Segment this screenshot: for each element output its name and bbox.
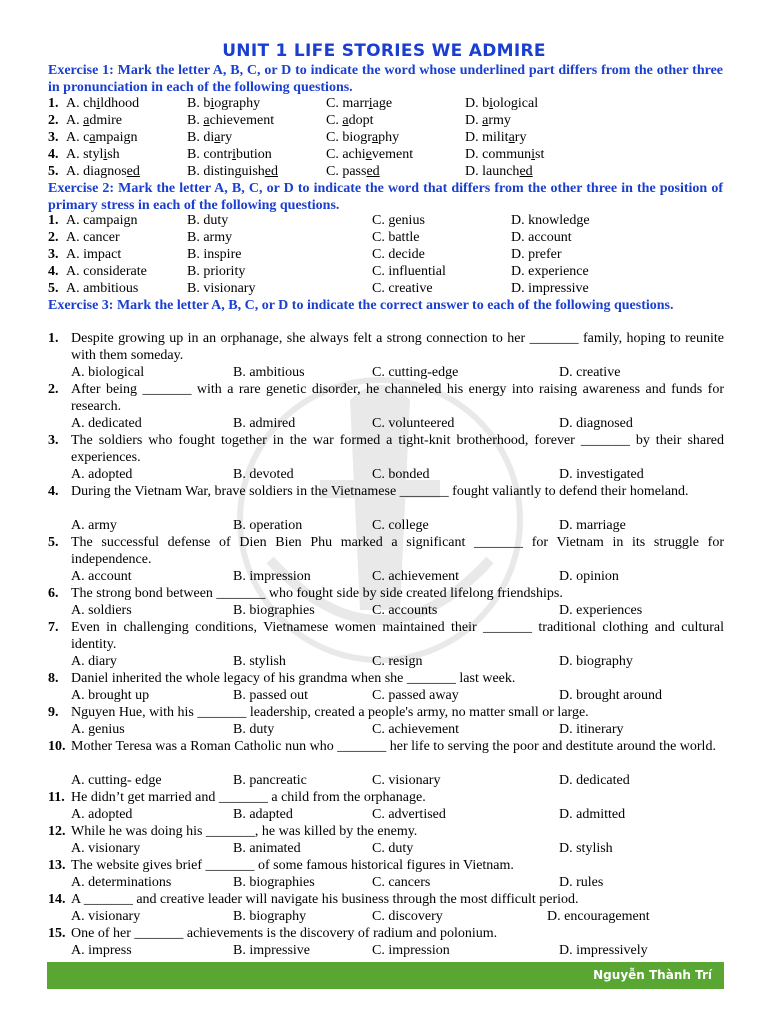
option-b: B. priority: [187, 264, 246, 279]
answer-option: C. impression: [372, 943, 450, 958]
answer-options: [71, 415, 721, 432]
option-c: C. influential: [372, 264, 446, 279]
underlined-part: ed: [519, 164, 533, 179]
option-a: A. impact: [66, 247, 122, 262]
underlined-part: i: [489, 96, 494, 111]
question-text: During the Vietnam War, brave soldiers in the Vietnamese _______ fought valiantly to defend their homeland.: [71, 484, 689, 499]
answer-options: [71, 602, 721, 619]
answer-option: A. impress: [71, 943, 132, 958]
option-a: A. admire: [66, 113, 122, 128]
answer-option: A. diary: [71, 654, 117, 669]
answer-option: A. account: [71, 569, 132, 584]
question-text: The strong bond between _______ who fought side by side created lifelong friendships.: [71, 586, 563, 601]
answer-option: B. ambitious: [233, 365, 305, 380]
question-text: The website gives brief _______ of some famous historical figures in Vietnam.: [71, 858, 514, 873]
question-number: 1.: [48, 96, 59, 111]
answer-option: A. adopted: [71, 467, 133, 482]
option-b: B. diary: [187, 130, 233, 145]
question-number: 3.: [48, 433, 59, 448]
question-number: 12.: [48, 824, 66, 839]
answer-option: D. biography: [559, 654, 633, 669]
underlined-part: a: [342, 113, 349, 128]
option-d: D. launched: [465, 164, 533, 179]
answer-option: A. soldiers: [71, 603, 132, 618]
underlined-part: a: [508, 130, 515, 145]
answer-options: [71, 908, 721, 925]
option-d: D. account: [511, 230, 572, 245]
answer-option: D. rules: [559, 875, 604, 890]
underlined-part: ed: [264, 164, 279, 179]
answer-option: C. discovery: [372, 909, 443, 924]
option-a: A. stylish: [66, 147, 120, 162]
option-a: A. childhood: [66, 96, 140, 111]
answer-option: B. admired: [233, 416, 296, 431]
question-number: 2.: [48, 113, 59, 128]
underlined-part: a: [482, 113, 489, 128]
answer-option: D. opinion: [559, 569, 619, 584]
answer-options: [71, 364, 721, 381]
underlined-part: i: [103, 147, 108, 162]
answer-option: C. cutting-edge: [372, 365, 459, 380]
answer-option: D. itinerary: [559, 722, 624, 737]
underlined-part: a: [89, 130, 96, 145]
question-text: The soldiers who fought together in the war formed a tight-knit brotherhood, forever _______ by their shared experiences.: [71, 433, 724, 465]
answer-option: B. duty: [233, 722, 275, 737]
answer-options: [71, 942, 721, 959]
option-a: A. considerate: [66, 264, 147, 279]
option-b: B. biography: [187, 96, 261, 111]
question-text: One of her _______ achievements is the discovery of radium and polonium.: [71, 926, 498, 941]
answer-option: B. devoted: [233, 467, 294, 482]
question-row: [48, 263, 728, 280]
answer-option: B. passed out: [233, 688, 309, 703]
answer-option: D. dedicated: [559, 773, 630, 788]
underlined-part: i: [232, 147, 236, 162]
answer-option: C. achievement: [372, 722, 460, 737]
question-number: 8.: [48, 671, 59, 686]
question-row: [48, 246, 728, 263]
exercise-3-heading: Exercise 3: Mark the letter A, B, C, or D to indicate the correct answer to each of the following questions.: [48, 298, 674, 313]
page-title: UNIT 1 LIFE STORIES WE ADMIRE: [222, 41, 546, 61]
answer-option: B. stylish: [233, 654, 286, 669]
option-b: B. contribution: [187, 147, 272, 162]
question-number: 7.: [48, 620, 59, 635]
answer-option: B. pancreatic: [233, 773, 307, 788]
answer-option: C. resign: [372, 654, 423, 669]
option-d: D. biological: [465, 96, 539, 111]
option-d: D. prefer: [511, 247, 562, 262]
option-c: C. battle: [372, 230, 420, 245]
answer-option: B. impressive: [233, 943, 310, 958]
question-number: 5.: [48, 164, 59, 179]
option-c: C. passed: [326, 164, 380, 179]
question-number: 4.: [48, 147, 59, 162]
answer-option: B. adapted: [233, 807, 293, 822]
question-row: [48, 163, 728, 180]
answer-option: D. creative: [559, 365, 621, 380]
answer-options: [71, 687, 721, 704]
answer-option: C. advertised: [372, 807, 446, 822]
answer-options: [71, 653, 721, 670]
answer-option: A. cutting- edge: [71, 773, 162, 788]
underlined-part: a: [371, 130, 379, 145]
question-number: 15.: [48, 926, 66, 941]
question-row: [48, 112, 728, 129]
option-b: B. visionary: [187, 281, 256, 296]
answer-options: [71, 721, 721, 738]
underlined-part: a: [83, 113, 90, 128]
question-number: 2.: [48, 230, 59, 245]
answer-option: C. visionary: [372, 773, 441, 788]
answer-option: B. biographies: [233, 603, 315, 618]
question-number: 1.: [48, 331, 59, 346]
option-c: C. creative: [372, 281, 433, 296]
answer-options: [71, 466, 721, 483]
option-b: B. distinguished: [187, 164, 279, 179]
option-b: B. army: [187, 230, 233, 245]
answer-option: C. volunteered: [372, 416, 455, 431]
option-a: A. cancer: [66, 230, 120, 245]
answer-option: D. stylish: [559, 841, 613, 856]
answer-option: D. diagnosed: [559, 416, 633, 431]
answer-option: C. passed away: [372, 688, 459, 703]
answer-option: A. dedicated: [71, 416, 142, 431]
option-d: D. impressive: [511, 281, 589, 296]
question-number: 5.: [48, 281, 59, 296]
question-row: [48, 146, 728, 163]
option-d: D. army: [465, 113, 511, 128]
question-text: The successful defense of Dien Bien Phu marked a significant _______ for Vietnam in its struggle for independence.: [71, 535, 724, 567]
option-d: D. military: [465, 130, 527, 145]
underlined-part: i: [368, 96, 373, 111]
answer-option: B. biographies: [233, 875, 315, 890]
answer-option: D. experiences: [559, 603, 643, 618]
option-d: D. knowledge: [511, 213, 590, 228]
option-a: A. campaign: [66, 130, 138, 145]
underlined-part: i: [531, 147, 535, 162]
answer-option: A. determinations: [71, 875, 172, 890]
answer-option: C. cancers: [372, 875, 431, 890]
option-a: A. ambitious: [66, 281, 139, 296]
footer-bar: [47, 962, 724, 989]
option-c: C. genius: [372, 213, 425, 228]
question-number: 3.: [48, 130, 59, 145]
answer-option: B. impression: [233, 569, 311, 584]
question-text: A _______ and creative leader will navigate his business through the most difficult period.: [71, 892, 579, 907]
question-number: 5.: [48, 535, 59, 550]
answer-option: C. bonded: [372, 467, 430, 482]
underlined-part: ed: [126, 164, 140, 179]
answer-option: A. army: [71, 518, 117, 533]
answer-option: D. impressively: [559, 943, 648, 958]
question-text: Nguyen Hue, with his _______ leadership, created a people's army, no matter small or large.: [71, 705, 589, 720]
question-row: [48, 212, 728, 229]
option-d: D. experience: [511, 264, 589, 279]
answer-option: D. encouragement: [547, 909, 650, 924]
underlined-part: a: [214, 130, 221, 145]
answer-option: A. genius: [71, 722, 125, 737]
question-number: 1.: [48, 213, 59, 228]
exercise-2-heading: Exercise 2: Mark the letter A, B, C, or D to indicate the word that differs from the other three in the position of primary stress in each of the following questions.: [48, 181, 723, 213]
answer-option: A. adopted: [71, 807, 133, 822]
underlined-part: i: [96, 96, 101, 111]
question-number: 4.: [48, 264, 59, 279]
answer-option: C. college: [372, 518, 429, 533]
answer-option: A. visionary: [71, 841, 141, 856]
question-text: Despite growing up in an orphanage, she always felt a strong connection to her _______ family, hoping to reunite with them someday.: [71, 331, 724, 363]
answer-option: C. accounts: [372, 603, 438, 618]
question-number: 10.: [48, 739, 66, 754]
option-c: C. decide: [372, 247, 425, 262]
option-a: A. campaign: [66, 213, 138, 228]
answer-option: A. biological: [71, 365, 145, 380]
question-row: [48, 129, 728, 146]
question-text: He didn’t get married and _______ a child from the orphanage.: [71, 790, 426, 805]
author-name: Nguyễn Thành Trí: [593, 968, 712, 982]
answer-options: [71, 517, 721, 534]
answer-option: D. marriage: [559, 518, 626, 533]
option-b: B. inspire: [187, 247, 242, 262]
question-number: 2.: [48, 382, 59, 397]
answer-option: B. operation: [233, 518, 303, 533]
option-b: B. duty: [187, 213, 229, 228]
option-c: C. achievement: [326, 147, 414, 162]
question-number: 14.: [48, 892, 66, 907]
question-number: 13.: [48, 858, 66, 873]
answer-option: A. visionary: [71, 909, 141, 924]
answer-options: [71, 772, 721, 789]
question-number: 4.: [48, 484, 59, 499]
answer-option: A. brought up: [71, 688, 150, 703]
option-d: D. communist: [465, 147, 545, 162]
question-text: Daniel inherited the whole legacy of his grandma when she _______ last week.: [71, 671, 516, 686]
option-c: C. marriage: [326, 96, 393, 111]
answer-option: D. brought around: [559, 688, 663, 703]
option-b: B. achievement: [187, 113, 275, 128]
question-row: [48, 229, 728, 246]
exercise-1-heading: Exercise 1: Mark the letter A, B, C, or D to indicate the word whose underlined part differs from the other three in pronunciation in each of the following questions.: [48, 63, 723, 95]
answer-option: D. investigated: [559, 467, 644, 482]
question-text: Mother Teresa was a Roman Catholic nun who _______ her life to serving the poor and destitute around the world.: [71, 739, 716, 754]
question-text: After being _______ with a rare genetic disorder, he channeled his energy into raising awareness and funds for research.: [71, 382, 724, 414]
option-c: C. adopt: [326, 113, 374, 128]
question-number: 3.: [48, 247, 59, 262]
option-a: A. diagnosed: [66, 164, 140, 179]
answer-option: D. admitted: [559, 807, 626, 822]
answer-option: C. achievement: [372, 569, 460, 584]
question-text: While he was doing his _______, he was killed by the enemy.: [71, 824, 418, 839]
question-row: [48, 280, 728, 297]
question-number: 9.: [48, 705, 59, 720]
option-c: C. biography: [326, 130, 400, 145]
question-number: 11.: [48, 790, 65, 805]
answer-option: B. animated: [233, 841, 301, 856]
underlined-part: e: [365, 147, 372, 162]
answer-options: [71, 874, 721, 891]
answer-option: C. duty: [372, 841, 414, 856]
question-number: 6.: [48, 586, 59, 601]
answer-options: [71, 806, 721, 823]
question-text: Even in challenging conditions, Vietnamese women maintained their _______ traditional clothing and cultural identity.: [71, 620, 724, 652]
answer-option: B. biography: [233, 909, 307, 924]
question-row: [48, 95, 728, 112]
answer-options: [71, 568, 721, 585]
answer-options: [71, 840, 721, 857]
underlined-part: a: [203, 113, 210, 128]
underlined-part: ed: [366, 164, 380, 179]
underlined-part: i: [210, 96, 215, 111]
